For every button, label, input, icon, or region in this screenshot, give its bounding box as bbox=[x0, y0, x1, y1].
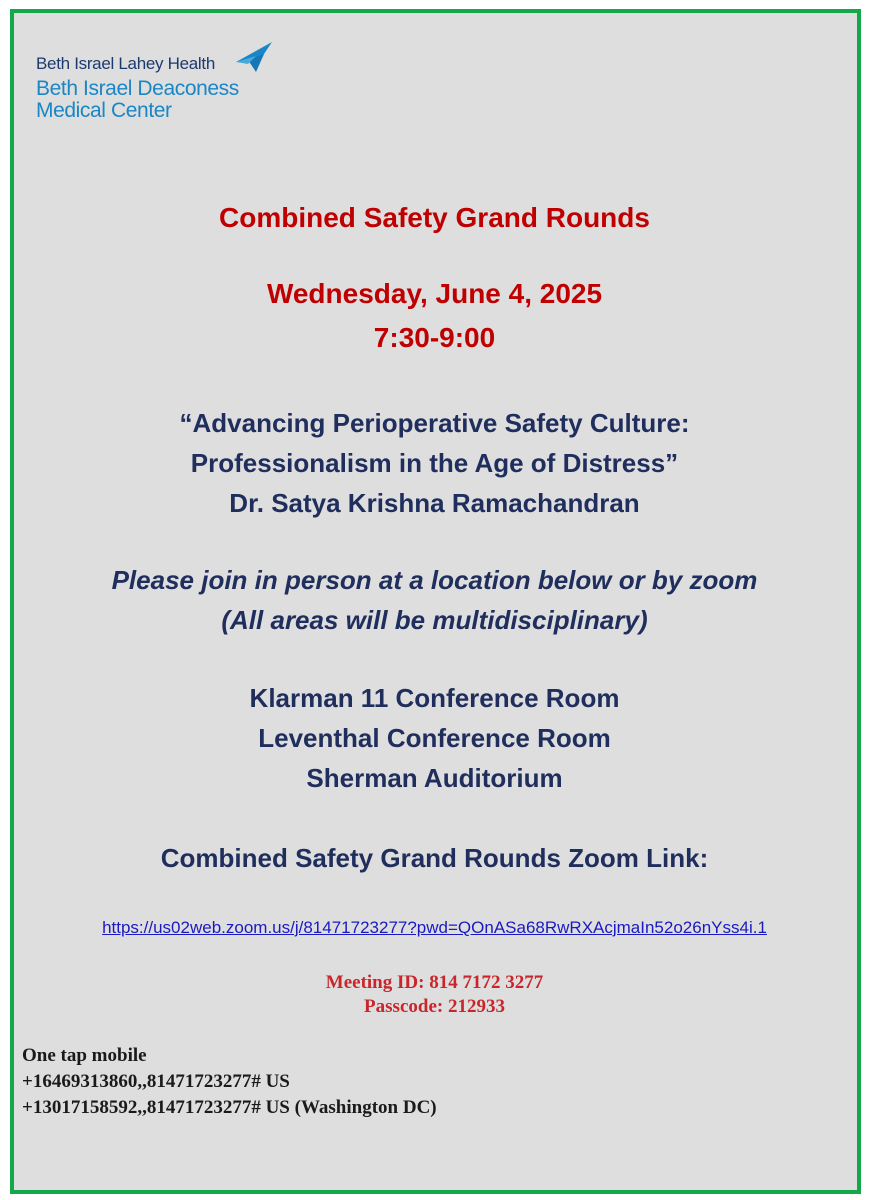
meeting-id: Meeting ID: 814 7172 3277 bbox=[325, 972, 544, 993]
mobile-heading: One tap mobile bbox=[22, 1045, 147, 1066]
location-item: Klarman 11 Conference Room bbox=[249, 683, 620, 713]
talk-title-line2: Professionalism in the Age of Distress” bbox=[190, 448, 679, 478]
logo-name-line2: Medical Center bbox=[36, 99, 172, 122]
talk-title-line1: “Advancing Perioperative Safety Culture: bbox=[179, 408, 690, 438]
location-item: Sherman Auditorium bbox=[306, 763, 563, 793]
mobile-number-line: +13017158592,,81471723277# US (Washington DC) bbox=[22, 1097, 437, 1118]
logo-name-line1: Beth Israel Deaconess bbox=[36, 77, 239, 100]
event-title: Combined Safety Grand Rounds bbox=[219, 202, 650, 233]
event-date: Wednesday, June 4, 2025 bbox=[266, 278, 603, 309]
bird-wing-logo-icon bbox=[234, 40, 274, 74]
bidmc-logo bbox=[36, 40, 296, 130]
event-time: 7:30-9:00 bbox=[373, 322, 496, 353]
zoom-heading: Combined Safety Grand Rounds Zoom Link: bbox=[160, 843, 709, 873]
zoom-link[interactable]: https://us02web.zoom.us/j/81471723277?pwd=QOnASa68RwRXAcjmaIn52o26nYss4i.1 bbox=[102, 918, 767, 937]
passcode: Passcode: 212933 bbox=[364, 996, 505, 1017]
invite-line1: Please join in person at a location below or by zoom bbox=[111, 565, 758, 595]
logo-parent-org: Beth Israel Lahey Health bbox=[36, 54, 215, 73]
mobile-number-line: +16469313860,,81471723277# US bbox=[22, 1071, 290, 1092]
location-item: Leventhal Conference Room bbox=[258, 723, 611, 753]
invite-line2: (All areas will be multidisciplinary) bbox=[221, 605, 648, 635]
speaker-name: Dr. Satya Krishna Ramachandran bbox=[229, 488, 640, 518]
